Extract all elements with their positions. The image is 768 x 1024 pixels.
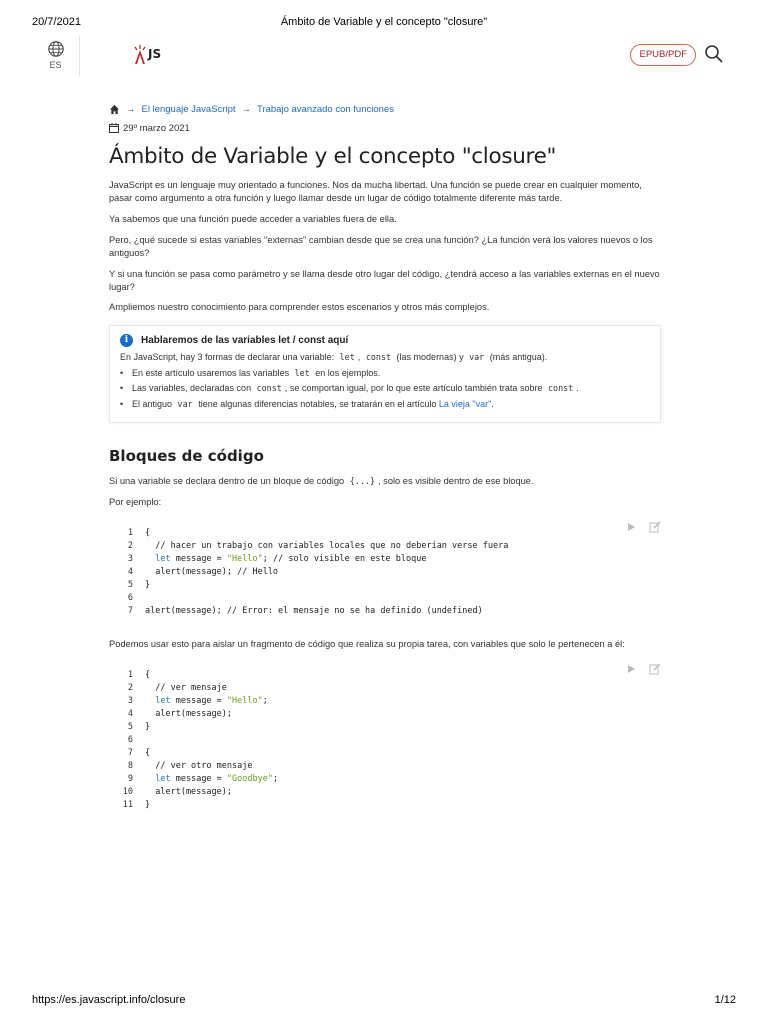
code-line — [109, 786, 661, 799]
language-code: ES — [49, 60, 62, 70]
callout-text-part: En JavaScript, hay 3 formas de declarar una variable: — [120, 351, 335, 362]
paragraph-text: Si una variable se declara dentro de un bloque de código — [109, 476, 345, 487]
line-number: 2 — [127, 683, 133, 694]
article — [109, 98, 661, 832]
inline-code: const — [547, 383, 574, 394]
list-text: Las variables, declaradas con — [132, 383, 252, 394]
code-example-1 — [109, 527, 661, 618]
publish-date-text: 29º marzo 2021 — [123, 122, 190, 134]
code-text: } — [145, 800, 151, 811]
language-switcher[interactable] — [32, 36, 80, 76]
callout-title: Hablaremos de las variables let / const aquí — [141, 334, 349, 346]
calendar-icon — [109, 123, 119, 133]
edit-icon[interactable] — [649, 663, 661, 675]
logo-text: JS — [148, 47, 162, 61]
code-string: "Hello" — [226, 696, 263, 707]
print-page-number: 1/12 — [714, 994, 736, 1006]
list-item — [120, 368, 650, 378]
callout-text — [120, 352, 650, 362]
code-line — [109, 527, 661, 540]
code-keyword: let — [155, 774, 171, 785]
code-line — [109, 721, 661, 734]
inline-code: let — [294, 367, 310, 378]
list-text: . — [491, 398, 494, 409]
search-icon[interactable] — [704, 44, 724, 64]
code-keyword: let — [155, 696, 171, 707]
code-text: alert(message); — [145, 787, 232, 798]
line-number: 6 — [127, 593, 133, 604]
list-text: . — [576, 383, 579, 394]
line-number: 6 — [127, 735, 133, 746]
line-number: 10 — [122, 787, 133, 798]
line-number: 4 — [127, 709, 133, 720]
run-icon[interactable] — [625, 663, 637, 675]
list-text: , se comportan igual, por lo que este artículo también trata sobre — [284, 383, 543, 394]
breadcrumb-separator: → — [241, 103, 251, 115]
intro-paragraph: Pero, ¿qué sucede si estas variables "externas" cambian desde que se crea una función? ¿La función verá los valores nuevos o los antiguos? — [109, 234, 653, 258]
section-paragraph: Podemos usar esto para aislar un fragmento de código que realiza su propia tarea, con variables que solo le pertenecen a él: — [109, 639, 625, 650]
inline-code: var — [469, 351, 485, 362]
code-line — [109, 708, 661, 721]
code-line — [109, 760, 661, 773]
code-lines — [109, 527, 661, 618]
code-text: alert(message); — [145, 709, 232, 720]
code-text: let message = "Hello"; — [155, 696, 268, 707]
code-line — [109, 682, 661, 695]
breadcrumb — [109, 98, 661, 120]
inline-code: const — [256, 383, 282, 394]
print-url: https://es.javascript.info/closure — [32, 994, 186, 1006]
print-header — [0, 16, 768, 32]
inline-code: var — [177, 398, 193, 409]
section-heading: Bloques de código — [109, 447, 264, 466]
edit-icon[interactable] — [649, 521, 661, 533]
home-icon[interactable] — [109, 104, 120, 115]
section-paragraph: Por ejemplo: — [109, 496, 162, 507]
callout-text-part: (las modernas) y — [396, 351, 464, 362]
line-number: 3 — [127, 554, 133, 565]
inline-code: const — [365, 351, 392, 362]
code-text: // ver mensaje — [145, 683, 227, 694]
code-text: { — [145, 670, 151, 681]
print-title: Ámbito de Variable y el concepto "closure" — [280, 16, 488, 28]
code-text: // hacer un trabajo con variables locales que no deberían verse fuera — [145, 541, 509, 552]
callout-text-part: (más antigua). — [489, 351, 548, 362]
line-number: 7 — [127, 748, 133, 759]
code-text: } — [145, 580, 151, 591]
code-line — [109, 553, 661, 566]
code-text: { — [145, 748, 151, 759]
code-text: let message = "Goodbye"; — [155, 774, 279, 785]
var-article-link[interactable]: La vieja "var" — [438, 398, 492, 409]
list-item — [120, 383, 650, 393]
code-text: let message = "Hello"; // solo visible en este bloque — [155, 554, 427, 565]
code-toolbar — [625, 663, 661, 675]
code-line — [109, 579, 661, 592]
code-text: } — [145, 722, 151, 733]
intro-paragraph: Ampliemos nuestro conocimiento para comprender estos escenarios y otros más complejos. — [109, 302, 490, 313]
callout-heading — [120, 334, 650, 347]
code-line — [109, 734, 661, 747]
intro-paragraph: Ya sabemos que una función puede acceder a variables fuera de ella. — [109, 213, 397, 224]
print-footer — [0, 994, 768, 1010]
code-line — [109, 747, 661, 760]
code-string: "Hello" — [226, 554, 263, 565]
line-number: 4 — [127, 567, 133, 578]
line-number: 1 — [127, 528, 133, 539]
line-number: 5 — [127, 580, 133, 591]
line-number: 7 — [127, 606, 133, 617]
line-number: 8 — [127, 761, 133, 772]
code-line — [109, 799, 661, 812]
code-toolbar — [625, 521, 661, 533]
list-item — [120, 399, 650, 409]
code-text: // ver otro mensaje — [145, 761, 253, 772]
code-line — [109, 540, 661, 553]
breadcrumb-separator: → — [126, 103, 136, 115]
code-line — [109, 773, 661, 786]
code-line — [109, 605, 661, 618]
code-text: alert(message); // Hello — [145, 567, 279, 578]
paragraph-text: , solo es visible dentro de ese bloque. — [378, 476, 534, 487]
code-text: alert(message); // Error: el mensaje no se ha definido (undefined) — [145, 606, 483, 617]
line-number: 3 — [127, 696, 133, 707]
site-topbar — [32, 36, 736, 76]
info-icon: i — [120, 334, 133, 347]
callout-list — [120, 368, 650, 409]
breadcrumb-item-javascript[interactable]: El lenguaje JavaScript — [141, 103, 236, 115]
list-text: En este artículo usaremos las variables — [132, 367, 290, 378]
run-icon[interactable] — [625, 521, 637, 533]
inline-code: {...} — [349, 476, 375, 487]
logo-mark-icon — [132, 44, 148, 66]
line-number: 9 — [127, 774, 133, 785]
epub-pdf-button[interactable]: EPUB/PDF — [630, 44, 696, 66]
globe-icon — [47, 40, 65, 58]
code-lines — [109, 669, 661, 812]
code-example-2 — [109, 669, 661, 812]
inline-code: let — [339, 351, 355, 362]
intro-paragraph: JavaScript es un lenguaje muy orientado a funciones. Nos da mucha libertad. Una función se puede crear en cualquier momento, pasar como argumento a otra función y luego llamar desde un lugar de código totalmente diferente más tarde. — [109, 180, 642, 204]
code-keyword: let — [155, 554, 171, 565]
code-line — [109, 669, 661, 682]
list-text: en los ejemplos. — [315, 367, 381, 378]
page-title: Ámbito de Variable y el concepto "closure" — [109, 144, 557, 169]
publish-date — [109, 120, 661, 136]
line-number: 5 — [127, 722, 133, 733]
list-text: El antiguo — [132, 398, 173, 409]
code-line — [109, 566, 661, 579]
print-date: 20/7/2021 — [32, 16, 81, 28]
info-callout — [109, 325, 661, 424]
breadcrumb-item-advanced-functions[interactable]: Trabajo avanzado con funciones — [257, 103, 394, 115]
code-text: { — [145, 528, 151, 539]
code-string: "Goodbye" — [226, 774, 273, 785]
line-number: 1 — [127, 670, 133, 681]
site-logo[interactable] — [132, 44, 172, 66]
section-paragraph — [109, 475, 661, 488]
intro-paragraph: Y si una función se pasa como parámetro y se llama desde otro lugar del código, ¿tendrá acceso a las variables externas en el nuevo lugar? — [109, 268, 660, 292]
callout-text-part: , — [357, 351, 361, 362]
code-line — [109, 695, 661, 708]
list-text: tiene algunas diferencias notables, se tratarán en el artículo — [198, 398, 437, 409]
line-number: 2 — [127, 541, 133, 552]
code-line — [109, 592, 661, 605]
line-number: 11 — [122, 800, 133, 811]
